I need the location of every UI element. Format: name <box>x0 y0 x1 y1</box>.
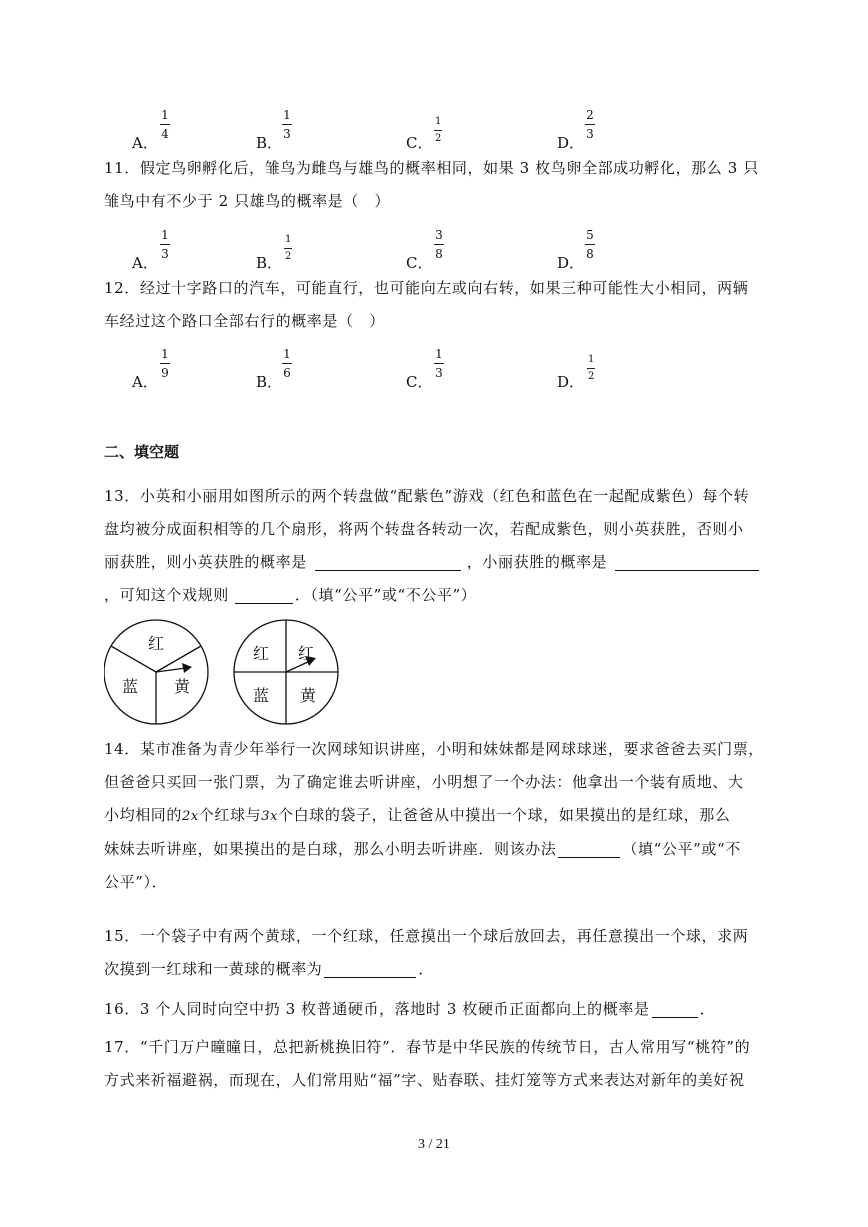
question-line <box>104 993 764 1026</box>
numerator: 3 <box>435 228 443 242</box>
option-label: D． <box>557 134 585 152</box>
question-text: 妹妹去听讲座，如果摸出的是白球，那么小明去听讲座．则该办法 <box>104 840 557 858</box>
question-12 <box>104 272 764 338</box>
sector-label: 蓝 <box>252 686 270 705</box>
question-text: 但爸爸只买回一张门票，为了确定谁去听讲座，小明想了一个办法：他拿出一个装有质地、大 <box>104 773 744 791</box>
answer-blank[interactable] <box>315 552 461 571</box>
question-text: 16．3 个人同时向空中扔 3 枚普通硬币，落地时 3 枚硬币正面都向上的概率是 <box>104 1000 650 1018</box>
fraction <box>282 108 292 141</box>
question-text: 13．小英和小丽用如图所示的两个转盘做“配紫色”游戏（红色和蓝色在一起配成紫色）每个转 <box>104 487 750 505</box>
option-label: B． <box>256 254 283 272</box>
question-text: ．（填“公平”或“不公平”） <box>294 586 477 604</box>
fraction <box>587 354 595 383</box>
numerator: 1 <box>285 234 292 245</box>
sector-label: 红 <box>252 644 270 663</box>
option-label: A． <box>132 373 158 391</box>
denominator: 2 <box>285 251 292 262</box>
numerator: 1 <box>435 347 443 361</box>
math-expression: 3x <box>261 809 279 824</box>
fraction <box>585 108 595 141</box>
q12-options <box>0 347 868 403</box>
question-text: 车经过这个路口全部右行的概率是（ ） <box>104 312 385 330</box>
question-text: 11．假定鸟卵孵化后，雏鸟为雌鸟与雄鸟的概率相同，如果 3 枚鸟卵全部成功孵化，那么 3 只 <box>104 159 759 177</box>
answer-blank[interactable] <box>558 839 620 858</box>
numerator: 1 <box>283 108 291 122</box>
option-label: C． <box>406 134 433 152</box>
numerator: 1 <box>161 347 169 361</box>
denominator: 3 <box>586 127 594 141</box>
denominator: 6 <box>283 366 291 380</box>
spinner-1 <box>104 620 208 724</box>
sector-label: 黄 <box>299 686 317 705</box>
question-text: 盘均被分成面积相等的几个扇形，将两个转盘各转动一次，若配成紫色，则小英获胜，否则小 <box>104 520 744 538</box>
numerator: 2 <box>586 108 594 122</box>
fraction <box>284 234 292 263</box>
question-text: 个白球的袋子，让爸爸从中摸出一个球，如果摸出的是红球，那么 <box>278 806 731 824</box>
question-text: 17．“千门万户曈曈日，总把新桃换旧符”．春节是中华民族的传统节日，古人常用写“桃符”的 <box>104 1038 751 1056</box>
sector-label: 红 <box>297 644 315 663</box>
denominator: 4 <box>161 127 169 141</box>
question-line <box>104 833 764 866</box>
question-17 <box>104 1031 764 1097</box>
denominator: 2 <box>435 133 442 144</box>
question-text: 次摸到一红球和一黄球的概率为 <box>104 960 323 978</box>
numerator: 1 <box>161 108 169 122</box>
question-line <box>104 546 764 579</box>
sector-label: 蓝 <box>121 677 139 696</box>
question-14 <box>104 733 764 899</box>
question-13 <box>104 480 764 612</box>
question-text: 丽获胜，则小英获胜的概率是 <box>104 553 307 571</box>
fraction <box>434 347 444 380</box>
question-text: ． <box>699 1000 716 1018</box>
option-label: A． <box>132 134 158 152</box>
page-number: 3 / 21 <box>418 1137 450 1152</box>
numerator: 1 <box>588 354 595 365</box>
answer-blank[interactable] <box>652 999 698 1018</box>
question-text: 方式来祈福避祸，而现在，人们常用贴“福”字、贴春联、挂灯笼等方式来表达对新年的美好祝 <box>104 1071 745 1089</box>
question-15 <box>104 920 764 986</box>
denominator: 9 <box>161 366 169 380</box>
fraction <box>585 228 595 261</box>
option-label: B． <box>256 373 283 391</box>
spinner-2 <box>234 620 338 724</box>
question-line <box>104 799 764 833</box>
numerator: 5 <box>586 228 594 242</box>
fraction <box>434 116 442 145</box>
fraction <box>160 108 170 141</box>
option-label: D． <box>557 254 585 272</box>
sector-label: 红 <box>147 634 165 653</box>
question-text: ，可知这个戏规则 <box>104 586 229 604</box>
denominator: 3 <box>435 366 443 380</box>
question-text: 雏鸟中有不少于 2 只雄鸟的概率是（ ） <box>104 192 391 210</box>
question-text: 12．经过十字路口的汽车，可能直行，也可能向左或向右转，如果三种可能性大小相同，两辆 <box>104 279 749 297</box>
question-text: 15．一个袋子中有两个黄球，一个红球，任意摸出一个球后放回去，再任意摸出一个球，求两 <box>104 927 749 945</box>
denominator: 3 <box>283 127 291 141</box>
option-label: C． <box>406 254 433 272</box>
option-label: D． <box>557 373 585 391</box>
arrow-icon <box>182 663 192 673</box>
math-expression: 2x <box>182 809 199 824</box>
question-text: 个红球与 <box>198 806 262 824</box>
question-text: （填“公平”或“不 <box>622 840 741 858</box>
question-11 <box>104 152 764 218</box>
numerator: 1 <box>161 228 169 242</box>
question-line <box>104 579 764 612</box>
fraction <box>160 228 170 261</box>
option-label: C． <box>406 373 433 391</box>
denominator: 3 <box>161 247 169 261</box>
option-label: B． <box>256 134 283 152</box>
denominator: 8 <box>435 247 443 261</box>
question-text: 14．某市准备为青少年举行一次网球知识讲座，小明和妹妹都是网球球迷，要求爸爸去买门票， <box>104 740 764 758</box>
section-title: 二、填空题 <box>104 443 180 461</box>
spinner-figure <box>104 617 344 727</box>
denominator: 8 <box>586 247 594 261</box>
denominator: 2 <box>588 371 595 382</box>
fraction <box>434 228 444 261</box>
fraction <box>282 347 292 380</box>
question-16 <box>104 993 764 1026</box>
question-text: 公平”）． <box>104 873 168 891</box>
fraction <box>160 347 170 380</box>
sector-label: 黄 <box>173 677 191 696</box>
numerator: 1 <box>435 116 442 127</box>
question-line <box>104 953 764 986</box>
answer-blank[interactable] <box>615 552 759 571</box>
numerator: 1 <box>283 347 291 361</box>
question-text: ． <box>418 960 435 978</box>
option-label: A． <box>132 254 158 272</box>
answer-blank[interactable] <box>324 959 416 978</box>
question-text: 小均相同的 <box>104 806 183 824</box>
question-text: ，小丽获胜的概率是 <box>466 553 608 571</box>
answer-blank[interactable] <box>235 585 293 604</box>
